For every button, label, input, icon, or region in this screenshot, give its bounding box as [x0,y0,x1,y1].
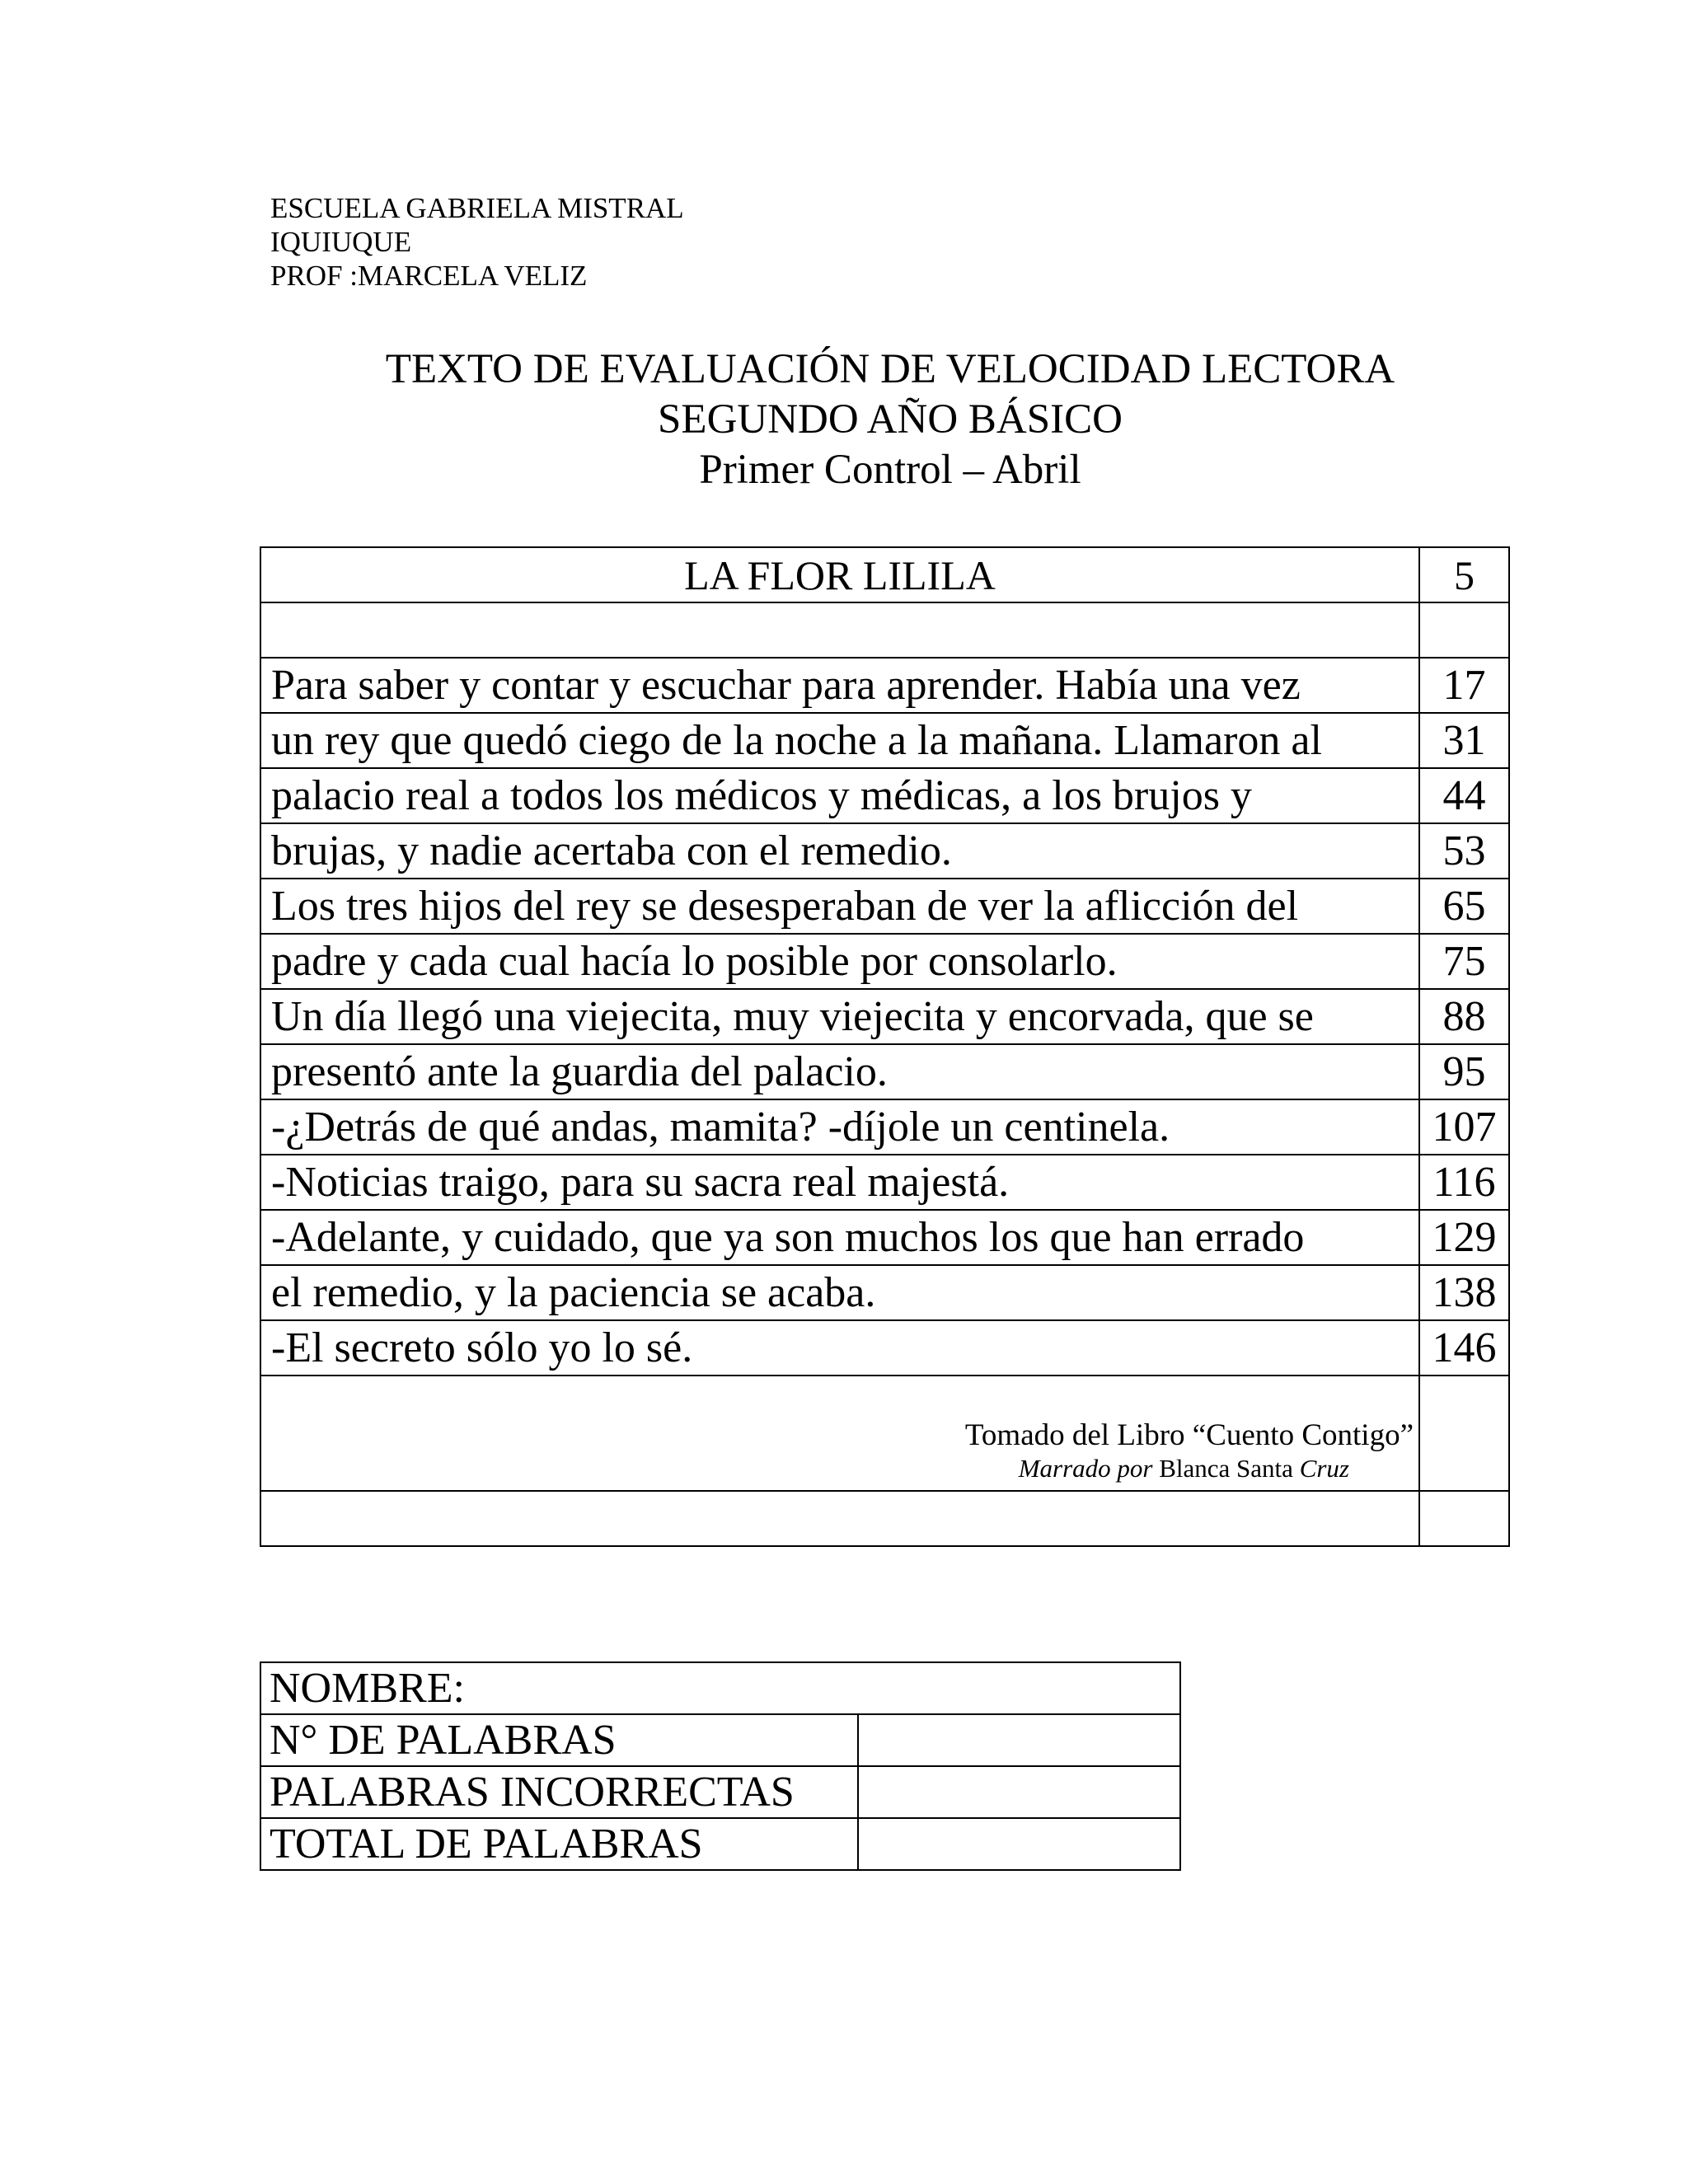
passage-line: -¿Detrás de qué andas, mamita? -díjole un centinela. [260,1099,1419,1155]
title-word-count: 5 [1419,547,1509,602]
words-label: N° DE PALABRAS [260,1714,858,1766]
reading-passage-table [260,546,1510,1547]
passage-line: -El secreto sólo yo lo sé. [260,1320,1419,1376]
cumulative-word-count: 116 [1419,1155,1509,1210]
passage-line: Los tres hijos del rey se desesperaban de ver la aflicción del [260,879,1419,934]
credit-narrated-by: Marrado por [1018,1454,1153,1483]
passage-line: Para saber y contar y escuchar para aprender. Había una vez [260,658,1419,713]
title-line-2: SEGUNDO AÑO BÁSICO [658,396,1123,443]
passage-row [260,823,1509,879]
passage-line: brujas, y nadie acertaba con el remedio. [260,823,1419,879]
name-field[interactable]: NOMBRE: [260,1662,1180,1714]
passage-row [260,989,1509,1044]
blank-row [260,602,1509,658]
teacher-name: PROF :MARCELA VELIZ [270,260,588,292]
passage-line: un rey que quedó ciego de la noche a la mañana. Llamaron al [260,713,1419,768]
passage-row [260,934,1509,989]
words-value-field[interactable] [858,1714,1180,1766]
cumulative-word-count: 107 [1419,1099,1509,1155]
blank-cell [1419,602,1509,658]
passage-line: -Noticias traigo, para su sacra real majestá. [260,1155,1419,1210]
total-row [260,1818,1180,1870]
blank-cell [260,1491,1419,1546]
story-title-row [260,547,1509,602]
credit-cell [260,1376,1419,1491]
blank-cell [1419,1491,1509,1546]
cumulative-word-count: 65 [1419,879,1509,934]
credit-author-surname: Cruz [1299,1454,1349,1483]
passage-row [260,1265,1509,1320]
cumulative-word-count: 17 [1419,658,1509,713]
cumulative-word-count: 88 [1419,989,1509,1044]
school-header [270,191,684,293]
words-row [260,1714,1180,1766]
passage-row [260,658,1509,713]
credit-row [260,1376,1509,1491]
total-label: TOTAL DE PALABRAS [260,1818,858,1870]
passage-line: -Adelante, y cuidado, que ya son muchos los que han errado [260,1210,1419,1265]
blank-row [260,1491,1509,1546]
total-value-field[interactable] [858,1818,1180,1870]
passage-line: presentó ante la guardia del palacio. [260,1044,1419,1099]
credit-source: Tomado del Libro “Cuento Contigo” [964,1418,1414,1452]
name-row [260,1662,1180,1714]
blank-cell [1419,1376,1509,1491]
story-title: LA FLOR LILILA [260,547,1419,602]
credit-narrator [261,1454,1414,1483]
passage-row [260,1155,1509,1210]
passage-line: padre y cada cual hacía lo posible por consolarlo. [260,934,1419,989]
title-line-1: TEXTO DE EVALUACIÓN DE VELOCIDAD LECTORA [385,346,1395,392]
score-table [260,1661,1181,1871]
passage-line: Un día llegó una viejecita, muy viejecita y encorvada, que se [260,989,1419,1044]
incorrect-label: PALABRAS INCORRECTAS [260,1766,858,1818]
cumulative-word-count: 129 [1419,1210,1509,1265]
blank-cell [260,602,1419,658]
school-name: ESCUELA GABRIELA MISTRAL [270,192,684,224]
cumulative-word-count: 146 [1419,1320,1509,1376]
title-line-3: Primer Control – Abril [699,447,1081,493]
passage-line: el remedio, y la paciencia se acaba. [260,1265,1419,1320]
cumulative-word-count: 95 [1419,1044,1509,1099]
passage-row [260,1210,1509,1265]
school-city: IQUIUQUE [270,226,412,258]
cumulative-word-count: 44 [1419,768,1509,823]
cumulative-word-count: 53 [1419,823,1509,879]
credit-author-name: Blanca Santa [1159,1454,1293,1483]
document-title [0,344,1688,495]
cumulative-word-count: 31 [1419,713,1509,768]
passage-row [260,713,1509,768]
passage-row [260,879,1509,934]
incorrect-value-field[interactable] [858,1766,1180,1818]
passage-line: palacio real a todos los médicos y médicas, a los brujos y [260,768,1419,823]
passage-row [260,1044,1509,1099]
passage-row [260,1099,1509,1155]
passage-row [260,768,1509,823]
incorrect-row [260,1766,1180,1818]
cumulative-word-count: 75 [1419,934,1509,989]
passage-row [260,1320,1509,1376]
cumulative-word-count: 138 [1419,1265,1509,1320]
